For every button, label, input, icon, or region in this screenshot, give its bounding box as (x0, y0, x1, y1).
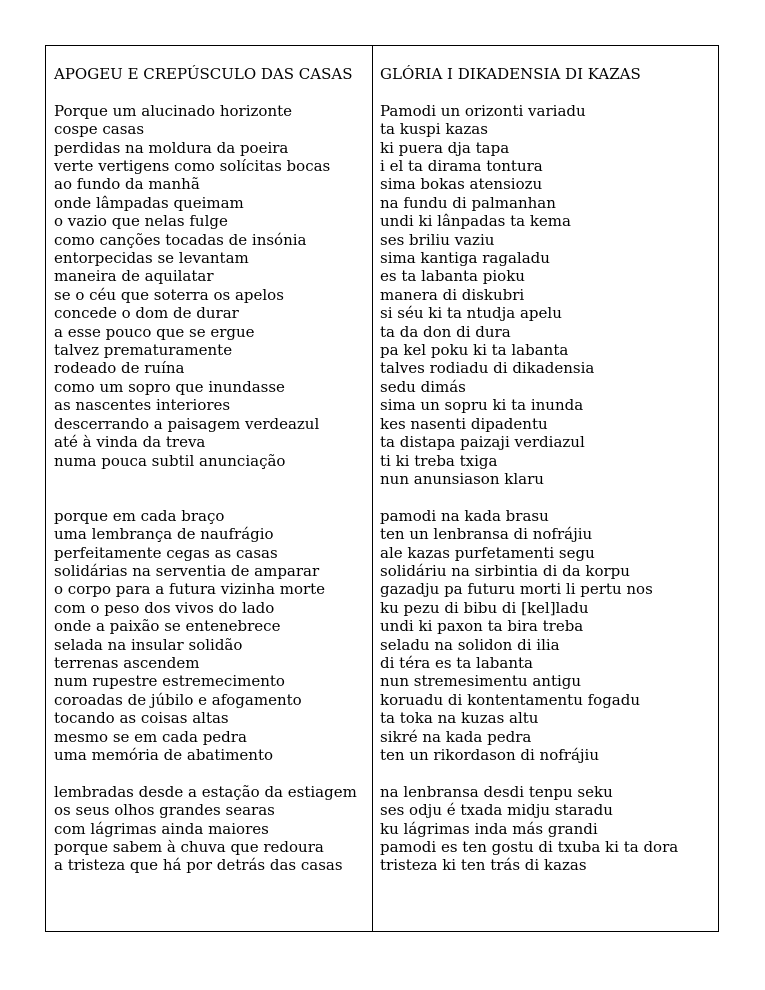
poem-line: na fundu di palmanhan (380, 193, 556, 212)
poem-line: kes nasenti dipadentu (380, 414, 548, 433)
poem-line: com lágrimas ainda maiores (54, 819, 269, 838)
stanza-gap (54, 470, 372, 507)
portuguese-stanza-1 (54, 102, 372, 470)
poem-line: onde a paixão se entenebrece (54, 617, 281, 636)
poem-line: rodeado de ruína (54, 359, 185, 378)
poem-line: undi ki lânpadas ta kema (380, 212, 571, 231)
poem-line: ta distapa paizaji verdiazul (380, 433, 585, 452)
poem-line: terrenas ascendem (54, 653, 200, 672)
poem-line: nun stremesimentu antigu (380, 672, 582, 691)
poem-line: maneira de aquilatar (54, 267, 214, 286)
poem-line: na lenbransa desdi tenpu seku (380, 782, 613, 801)
poem-line: perfeitamente cegas as casas (54, 543, 278, 562)
poem-line: es ta labanta pioku (380, 267, 525, 286)
poem-line: undi ki paxon ta bira treba (380, 617, 584, 636)
poem-line: ku lágrimas inda más grandi (380, 819, 598, 838)
poem-line: num rupestre estremecimento (54, 672, 285, 691)
kriolu-column (373, 46, 718, 931)
poem-line: porque em cada braço (54, 506, 225, 525)
portuguese-stanza-2 (54, 507, 372, 765)
poem-line: uma memória de abatimento (54, 746, 274, 764)
poem-line: pa kel poku ki ta labanta (380, 341, 569, 360)
poem-line: sima un sopru ki ta inunda (380, 396, 584, 415)
poem-line: sedu dimás (380, 377, 466, 396)
poem-line: sikré na kada pedra (380, 727, 532, 746)
poem-line: o vazio que nelas fulge (54, 212, 228, 231)
poem-line: tocando as coisas altas (54, 709, 229, 728)
poem-line: seladu na solidon di ilia (380, 635, 560, 654)
portuguese-column (46, 46, 373, 931)
poem-line: se o céu que soterra os apelos (54, 285, 284, 304)
poem-line: ta kuspi kazas (380, 120, 488, 139)
poem-line: ta da don di dura (380, 322, 511, 341)
poem-line: sima kantiga ragaladu (380, 249, 550, 268)
poem-line: os seus olhos grandes searas (54, 801, 275, 820)
poem-line: gazadju pa futuru morti li pertu nos (380, 580, 653, 599)
poem-line: concede o dom de durar (54, 304, 239, 323)
poem-line: selada na insular solidão (54, 635, 243, 654)
poem-line: até à vinda da treva (54, 433, 206, 452)
poem-line: pamodi es ten gostu di txuba ki ta dora (380, 838, 679, 857)
poem-line: ten un rikordason di nofrájiu (380, 746, 600, 764)
poem-line: onde lâmpadas queimam (54, 193, 244, 212)
poem-line: di téra es ta labanta (380, 653, 533, 672)
poem-line: i el ta dirama tontura (380, 157, 543, 176)
poem-line: solidáriu na sirbintia di da korpu (380, 561, 630, 580)
poem-line: ao fundo da manhã (54, 175, 200, 194)
kriolu-stanza-3 (380, 783, 718, 875)
poem-line: lembradas desde a estação da estiagem (54, 782, 357, 801)
poem-line: pamodi na kada brasu (380, 506, 549, 525)
poem-line: si séu ki ta ntudja apelu (380, 304, 562, 323)
poem-line: tristeza ki ten trás di kazas (380, 856, 587, 875)
poem-line: Pamodi un orizonti variadu (380, 101, 586, 120)
poem-line: manera di diskubri (380, 285, 525, 304)
poem-line: nun anunsiason klaru (380, 469, 544, 488)
kriolu-stanza-1 (380, 102, 718, 489)
poem-line: ti ki treba txiga (380, 451, 498, 470)
poem-line: as nascentes interiores (54, 396, 231, 415)
poem-line: descerrando a paisagem verdeazul (54, 414, 320, 433)
poem-line: porque sabem à chuva que redoura (54, 838, 324, 857)
poem-line: ki puera dja tapa (380, 138, 510, 157)
poem-line: cospe casas (54, 120, 145, 139)
poem-line: a esse pouco que se ergue (54, 322, 255, 341)
poem-line: entorpecidas se levantam (54, 249, 249, 268)
poem-line: verte vertigens como solícitas bocas (54, 157, 331, 176)
poem-line: ta toka na kuzas altu (380, 709, 539, 728)
poem-line: ku pezu di bibu di [kel]ladu (380, 598, 589, 617)
poem-line: como um sopro que inundasse (54, 377, 285, 396)
poem-line: a tristeza que há por detrás das casas (54, 856, 343, 875)
poem-line: ses briliu vaziu (380, 230, 495, 249)
portuguese-title: APOGEU E CREPÚSCULO DAS CASAS (54, 65, 353, 83)
portuguese-stanza-3 (54, 783, 372, 875)
poem-line: Porque um alucinado horizonte (54, 101, 293, 120)
poem-line: perdidas na moldura da poeira (54, 138, 289, 157)
poem-line: com o peso dos vivos do lado (54, 598, 275, 617)
kriolu-title: GLÓRIA I DIKADENSIA DI KAZAS (380, 65, 641, 83)
poem-line: ten un lenbransa di nofrájiu (380, 525, 593, 544)
poem-line: o corpo para a futura vizinha morte (54, 580, 326, 599)
poem-table (45, 45, 719, 932)
poem-line: ses odju é txada midju staradu (380, 801, 613, 820)
poem-line: talvez prematuramente (54, 341, 233, 360)
poem-line: numa pouca subtil anunciação (54, 451, 286, 470)
stanza-gap (380, 488, 718, 506)
poem-line: talves rodiadu di dikadensia (380, 359, 595, 378)
poem-line: como canções tocadas de insónia (54, 230, 307, 249)
poem-line: solidárias na serventia de amparar (54, 561, 320, 580)
poem-line: koruadu di kontentamentu fogadu (380, 690, 641, 709)
poem-line: uma lembrança de naufrágio (54, 525, 274, 544)
kriolu-stanza-2 (380, 507, 718, 765)
poem-line: coroadas de júbilo e afogamento (54, 690, 302, 709)
stanza-gap (54, 764, 372, 782)
poem-line: ale kazas purfetamenti segu (380, 543, 595, 562)
poem-line: mesmo se em cada pedra (54, 727, 247, 746)
stanza-gap (380, 764, 718, 782)
poem-line: sima bokas atensiozu (380, 175, 543, 194)
